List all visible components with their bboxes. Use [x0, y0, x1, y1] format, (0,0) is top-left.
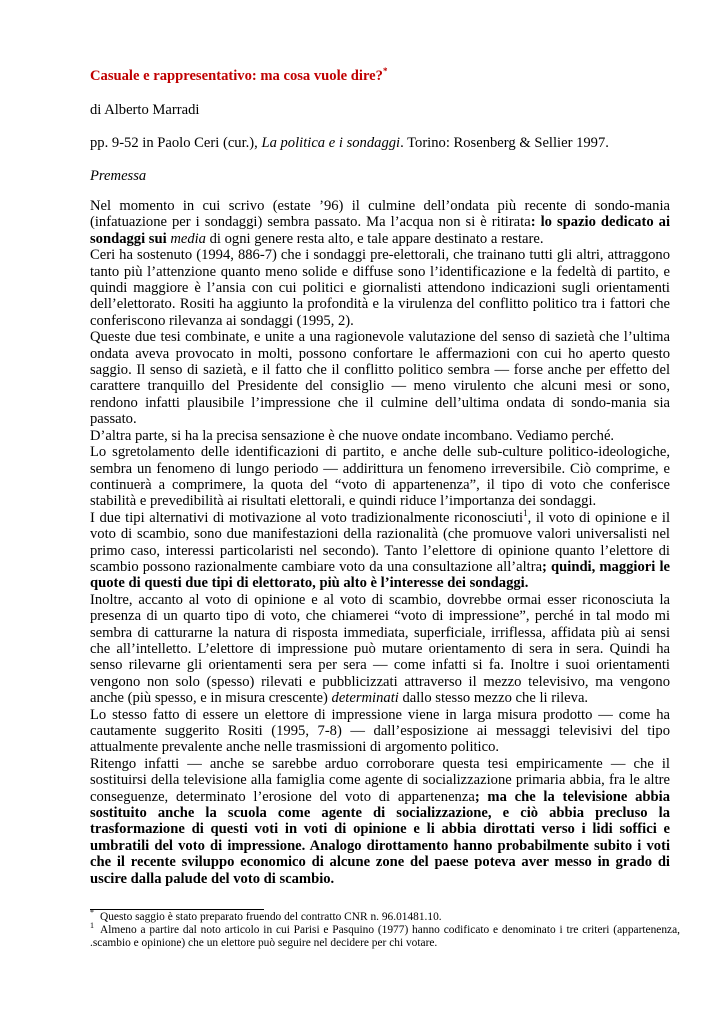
paragraph-8: Lo stesso fatto di essere un elettore di impressione viene in larga misura prodotto — come ha cautamente suggerito Rositi (1995, 7-8) — dall’esposizione ai messaggi televisivi del tipo attualmente prevalente anche nelle trasmissioni di argomento politico.: [90, 706, 670, 756]
title-text: Casuale e rappresentativo: ma cosa vuole dire?: [90, 68, 383, 84]
p7-determinati-italic: determinati: [331, 690, 399, 707]
p7-text-c: dallo stesso mezzo che li rileva.: [398, 690, 589, 707]
title-footnote-mark: *: [382, 66, 388, 77]
footnote-1: [90, 921, 680, 950]
ref-prefix: pp. 9-52 in Paolo Ceri (cur.),: [90, 135, 262, 151]
paragraph-7: [90, 592, 670, 707]
footnote-star-mark: *: [90, 908, 94, 918]
section-heading: Premessa: [90, 168, 147, 184]
paragraph-1: [90, 198, 670, 247]
ref-suffix: . Torino: Rosenberg & Sellier 1997.: [400, 135, 609, 151]
author-line: di Alberto Marradi: [90, 102, 200, 118]
p9-text-b: ; ma che la televisione abbia sostituito anche la scuola come agente di socializzazione, e ciò abbia precluso la trasformazione di questi voti in voti di opinione e li abbia dirottati verso i lidi soffici e umbratili del voto di impressione. Analogo dirottamento hanno probabilmente subito i voti che il recente sviluppo economico di alcune zone del paese poteva aver messo in grado di uscire dalla palude del voto di scambio.: [90, 788, 670, 887]
footnotes: [90, 908, 680, 951]
footnote-star: [90, 908, 680, 924]
footnote-1-text: Almeno a partire dal noto articolo in cui Parisi e Pasquino (1977) hanno codificato e denominato i tre criteri (appartenenza, .scambio e opinione) che un elettore può seguire nel decidere per chi votare.: [90, 924, 680, 950]
footnote-ref-1: 1: [523, 507, 528, 518]
footnote-separator: [90, 909, 264, 910]
paragraph-3: Queste due tesi combinate, e unite a una ragionevole valutazione del senso di sazietà che l’ultima ondata aveva provocato in molti, possono confortare le affermazioni con cui ho aperto questo saggio. Il senso di sazietà, e il fatto che il conflitto politico sembra — forse anche per effetto del carattere tranquillo del Presidente del consiglio — meno virulento che alcuni mesi or sono, rendono infatti plausibile l’impressione che il culmine dell’ultima ondata di sondo-mania sia passato.: [90, 329, 670, 428]
p1-media-italic: media: [170, 230, 206, 247]
paragraph-9: [90, 756, 670, 887]
p6-text-a: I due tipi alternativi di motivazione al voto tradizionalmente riconosciuti: [90, 509, 524, 526]
p6-text-c: ; quindi, maggiori le quote di questi due tipi di elettorato, più alto è l’interesse dei sondaggi.: [90, 558, 670, 592]
p1-text-d: di ogni genere resta alto, e tale appare destinato a restare.: [205, 230, 544, 247]
footnote-1-mark: 1: [90, 921, 94, 931]
p9-text-a: Ritengo infatti — anche se sarebbe arduo corroborare questa tesi empiricamente — che il sostituirsi della televisione alla famiglia come agente di socializzazione primaria abbia, fra le altre conseguenze, determinato l’erosione del voto di appartenenza: [90, 755, 670, 805]
paragraph-6: [90, 507, 670, 592]
p1-text-b: : lo spazio dedicato ai sondaggi sui: [90, 214, 671, 247]
p7-text-a: Inoltre, accanto al voto di opinione e al voto di scambio, dovrebbe ormai esser riconosciuta la presenza di un quarto tipo di voto, che chiamerei “voto di impressione”, perché in tal modo mi sembra di catturarne la natura di risposta immediata, superficiale, irriflessa, affidata più ai sensi che all’intelletto. L’elettore di impressione può mutare orientamento di sera in sera. Quindi ha senso rilevarne gli orientamenti sera per sera — come infatti si fa. Inoltre i suoi orientamenti vengono non solo (spesso) rilevati e pubblicizzati attraverso il mezzo televisivo, ma vengono anche (più spesso, e in misura crescente): [90, 591, 670, 707]
article-title: [90, 68, 650, 84]
publication-reference: [90, 135, 670, 151]
p1-text-a: Nel momento in cui scrivo (estate ’96) il culmine dell’ondata più recente di sondo-mania (infatuazione per i sondaggi) sembra passato. Ma l’acqua non si è ritirata: [90, 198, 670, 231]
paragraph-5: Lo sgretolamento delle identificazioni di partito, e anche delle sub-culture politico-ideologiche, sembra un fenomeno di lungo periodo — addirittura un fenomeno irreversibile. Ciò comprime, e continuerà a comprimere, la quota del “voto di appartenenza”, il tipo di voto che conferisce stabilità e prevedibilità ai risultati elettorali, e quindi riduce l’importanza dei sondaggi.: [90, 444, 670, 510]
footnote-star-text: Questo saggio è stato preparato fruendo del contratto CNR n. 96.01481.10.: [100, 911, 442, 923]
p6-text-b: , il voto di opinione e il voto di scambio, sono due manifestazioni della razionalità (che promuove valori universalisti nel primo caso, interessi particolaristi nel secondo). Tanto l’elettore di opinione quanto l’elettore di scambio possono razionalmente cambiare voto da una consultazione all’altra: [90, 509, 670, 575]
body-text: [90, 198, 670, 887]
paragraph-2: Ceri ha sostenuto (1994, 886-7) che i sondaggi pre-elettorali, che trainano tutti gli altri, attraggono tanto più l’attenzione quanto meno solide e diffuse sono l’identificazione e la fedeltà di partito, e quindi maggiore è l’ansia con cui politici e giornalisti attendono indicazioni sugli orientamenti dell’elettorato. Rositi ha aggiunto la profondità e la virulenza del conflitto politico tra i fattori che conferiscono rilevanza ai sondaggi (1995, 2).: [90, 247, 670, 329]
paragraph-4: D’altra parte, si ha la precisa sensazione è che nuove ondate incombano. Vediamo perché.: [90, 427, 615, 444]
ref-book-title: La politica e i sondaggi: [261, 135, 401, 151]
